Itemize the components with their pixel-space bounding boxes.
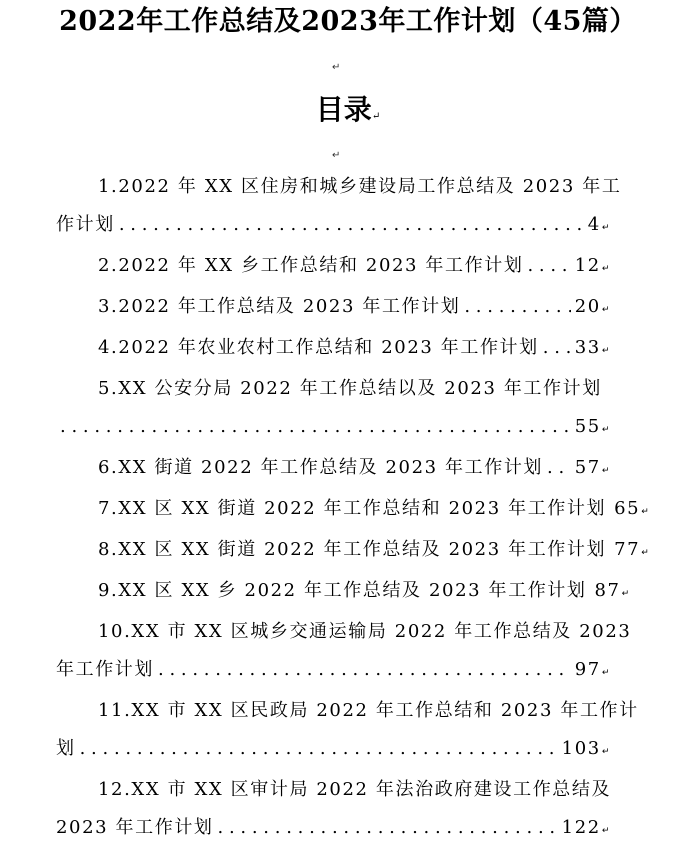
toc-entry[interactable] xyxy=(56,247,611,288)
toc-page-number: 55 ↵ xyxy=(575,408,611,449)
toc-entry[interactable] xyxy=(56,572,621,613)
toc-entry-title-line: 11.XX 市 XX 区民政局 2022 年工作总结和 2023 年工作计 xyxy=(98,700,639,721)
toc-entry-title-line: 1.2022 年 XX 区住房和城乡建设局工作总结及 2023 年工 xyxy=(98,176,622,197)
toc-entry[interactable] xyxy=(56,771,611,850)
paragraph-mark: ↵ xyxy=(332,150,341,161)
toc-entry[interactable] xyxy=(56,490,641,531)
toc-entry-title: 年工作计划 xyxy=(56,659,154,680)
toc-entry-title: 3.2022 年工作总结及 2023 年工作计划 xyxy=(98,296,461,317)
toc-entry-title: 2023 年工作计划 xyxy=(56,817,214,838)
toc-page-number: 20 ↵ xyxy=(575,288,611,329)
paragraph-mark: ↵ xyxy=(371,111,381,122)
dot-leader xyxy=(543,329,571,367)
dot-leader xyxy=(547,449,571,487)
table-of-contents xyxy=(56,168,641,850)
dot-leader xyxy=(119,206,584,244)
toc-page-number: 77 ↵ xyxy=(614,531,650,572)
toc-entry-title-line: 5.XX 公安分局 2022 年工作总结以及 2023 年工作计划 xyxy=(98,378,602,399)
toc-page-number: 4 ↵ xyxy=(588,206,611,247)
toc-heading-text: 目录 xyxy=(315,93,372,126)
toc-entry[interactable] xyxy=(56,613,632,692)
toc-entry-title: 4.2022 年农业农村工作总结和 2023 年工作计划 xyxy=(98,337,539,358)
toc-entry[interactable] xyxy=(56,692,639,771)
toc-page-number: 12 ↵ xyxy=(575,247,611,288)
toc-entry[interactable] xyxy=(56,370,611,449)
toc-page-number: 33 ↵ xyxy=(575,329,611,370)
dot-leader xyxy=(80,730,558,768)
paragraph-mark: ↵ xyxy=(332,62,341,73)
toc-entry-title: 划 xyxy=(56,738,76,759)
toc-page-number: 97 ↵ xyxy=(575,651,611,692)
toc-entry[interactable] xyxy=(56,449,611,490)
toc-page-number: 65 ↵ xyxy=(614,490,650,531)
toc-heading xyxy=(0,90,696,137)
toc-entry-title: 8.XX 区 XX 街道 2022 年工作总结及 2023 年工作计划 xyxy=(98,539,607,560)
toc-entry[interactable] xyxy=(56,329,611,370)
toc-page-number: 57 ↵ xyxy=(575,449,611,490)
toc-entry-title-line: 12.XX 市 XX 区审计局 2022 年法治政府建设工作总结及 xyxy=(98,779,612,800)
dot-leader xyxy=(218,809,558,847)
toc-entry-title: 2.2022 年 XX 乡工作总结和 2023 年工作计划 xyxy=(98,255,524,276)
toc-entry[interactable] xyxy=(56,168,622,247)
toc-entry-title-line: 10.XX 市 XX 区城乡交通运输局 2022 年工作总结及 2023 xyxy=(98,621,632,642)
toc-page-number: 122 ↵ xyxy=(562,809,611,850)
toc-entry-title: 6.XX 街道 2022 年工作总结及 2023 年工作计划 xyxy=(98,457,544,478)
toc-page-number: 87 ↵ xyxy=(595,572,631,613)
toc-entry[interactable] xyxy=(56,531,641,572)
document-title: 2022年工作总结及2023年工作计划（45篇） xyxy=(59,6,637,37)
toc-entry[interactable] xyxy=(56,288,611,329)
dot-leader xyxy=(527,247,570,285)
toc-entry-title: 7.XX 区 XX 街道 2022 年工作总结和 2023 年工作计划 xyxy=(98,498,607,519)
dot-leader xyxy=(464,288,570,326)
toc-entry-title: 9.XX 区 XX 乡 2022 年工作总结及 2023 年工作计划 xyxy=(98,580,587,601)
dot-leader xyxy=(60,408,571,446)
toc-page-number: 103 ↵ xyxy=(562,730,611,771)
dot-leader xyxy=(158,651,571,689)
toc-entry-title: 作计划 xyxy=(56,214,115,235)
